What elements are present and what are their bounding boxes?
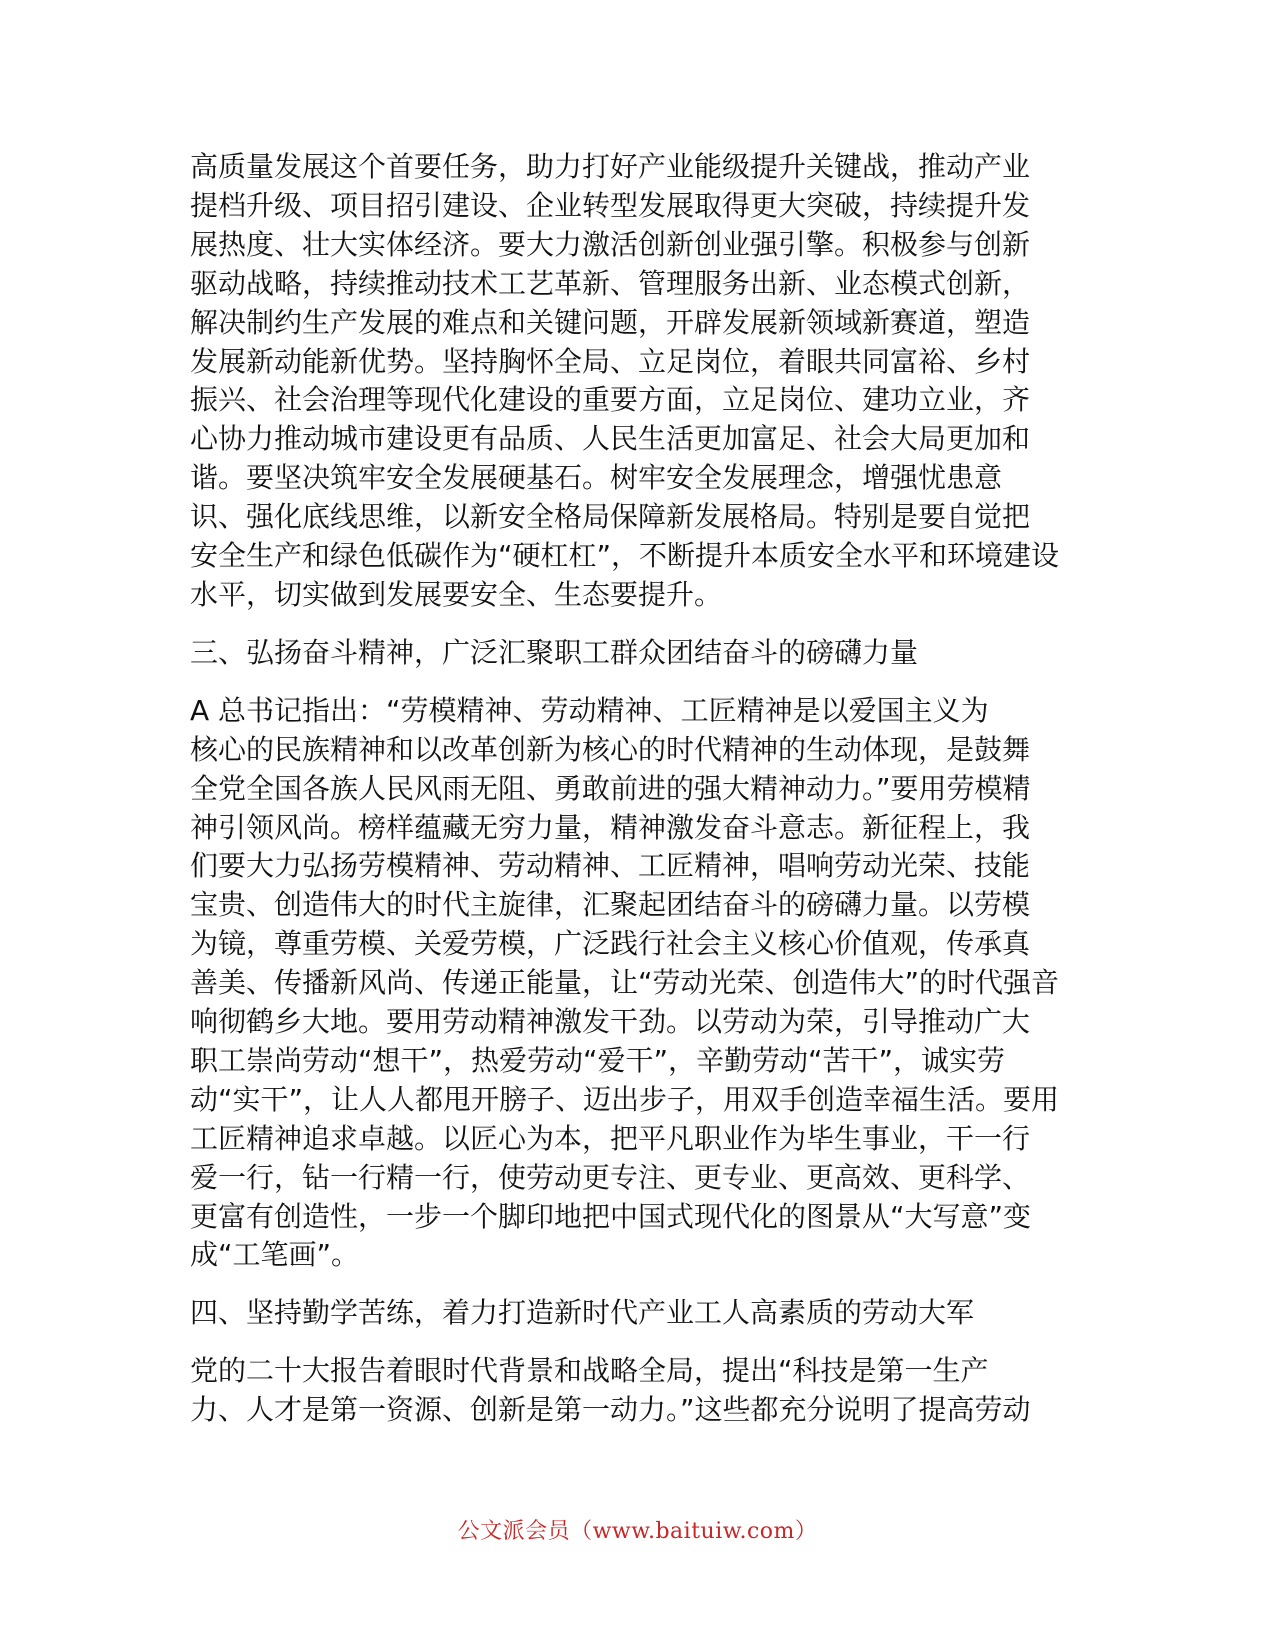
section-heading-four: 四、坚持勤学苦练，着力打造新时代产业工人高素质的劳动大军	[190, 1296, 975, 1330]
document-body	[190, 148, 1085, 1430]
paragraph-economy: 高质量发展这个首要任务，助力打好产业能级提升关键战，推动产业 提档升级、项目招引建设、企业转型发展取得更大突破，持续提升发 展热度、壮大实体经济。要大力激活创新创业强引擎。积极参与创新 驱动战略，持续推动技术工艺革新、管理服务出新、业态模式创新， 解决制约生产发展的难点和关键问题，开辟发展新领域新赛道，塑造 发展新动能新优势。坚持胸怀全局、立足岗位，着眼共同富裕、乡村 振兴、社会治理等现代化建设的重要方面，立足岗位、建功立业，齐 心协力推动城市建设更有品质、人民生活更加富足、社会大局更加和 谐。要坚决筑牢安全发展硬基石。树牢安全发展理念，增强忧患意 识、强化底线思维，以新安全格局保障新发展格局。特别是要自觉把 安全生产和绿色低碳作为“硬杠杠”，不断提升本质安全水平和环境建设 水平，切实做到发展要安全、生态要提升。	[190, 150, 1060, 611]
footer-watermark: 公文派会员（www.baituiw.com）	[457, 1519, 818, 1544]
paragraph-spirit: A 总书记指出：“劳模精神、劳动精神、工匠精神是以爱国主义为 核心的民族精神和以改革创新为核心的时代精神的生动体现，是鼓舞 全党全国各族人民风雨无阻、勇敢前进的强大精神动力。”要用劳模精 神引领风尚。榜样蕴藏无穷力量，精神激发奋斗意志。新征程上，我 们要大力弘扬劳模精神、劳动精神、工匠精神，唱响劳动光荣、技能 宝贵、创造伟大的时代主旋律，汇聚起团结奋斗的磅礴力量。以劳模 为镜，尊重劳模、关爱劳模，广泛践行社会主义核心价值观，传承真 善美、传播新风尚、传递正能量，让“劳动光荣、创造伟大”的时代强音 响彻鹤乡大地。要用劳动精神激发干劲。以劳动为荣，引导推动广大 职工崇尚劳动“想干”，热爱劳动“爱干”，辛勤劳动“苦干”，诚实劳 动“实干”，让人人都甩开膀子、迈出步子，用双手创造幸福生活。要用 工匠精神追求卓越。以匠心为本，把平凡职业作为毕生事业，干一行 爱一行，钻一行精一行，使劳动更专注、更专业、更高效、更科学、 更富有创造性，一步一个脚印地把中国式现代化的图景从“大写意”变 成“工笔画”。	[190, 693, 1060, 1272]
paragraph-talent: 党的二十大报告着眼时代背景和战略全局，提出“科技是第一生产 力、人才是第一资源、创新是第一动力。”这些都充分说明了提高劳动	[190, 1354, 1031, 1427]
section-heading-three: 三、弘扬奋斗精神，广泛汇聚职工群众团结奋斗的磅礴力量	[190, 635, 919, 669]
